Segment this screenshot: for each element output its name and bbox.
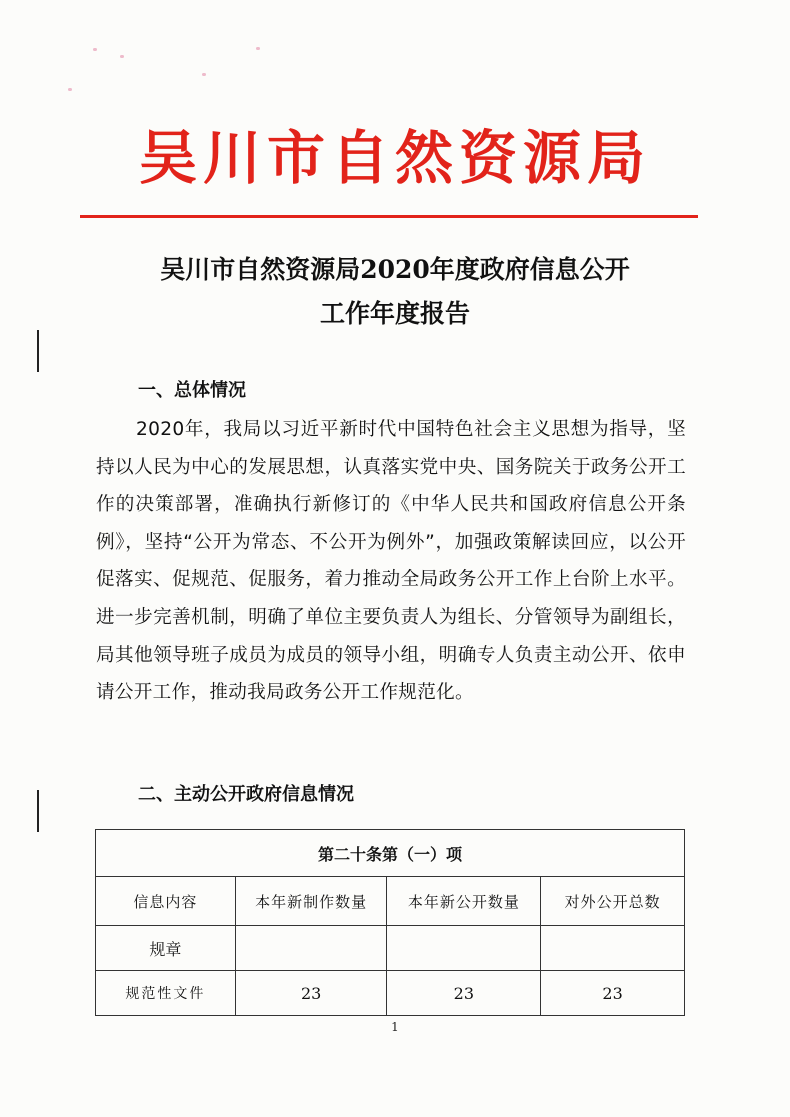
table-cell: 23 <box>541 971 685 1016</box>
letterhead-divider <box>80 215 698 218</box>
section-heading-proactive-disclosure: 二、主动公开政府信息情况 <box>138 784 354 805</box>
table-cell: 23 <box>387 971 541 1016</box>
table-header-cell: 本年新公开数量 <box>387 877 541 926</box>
table-row <box>96 971 685 1016</box>
page-number: 1 <box>391 1020 399 1034</box>
document-title <box>0 248 790 336</box>
document-title-line-1: 吴川市自然资源局2020年度政府信息公开 <box>160 255 630 284</box>
ink-speck <box>68 88 72 91</box>
table-cell <box>541 926 685 971</box>
table-row <box>96 926 685 971</box>
table-header-cell: 本年新制作数量 <box>235 877 387 926</box>
disclosure-table <box>95 829 685 1016</box>
ink-speck <box>256 47 260 50</box>
table-header-row <box>96 877 685 926</box>
table-cell: 23 <box>235 971 387 1016</box>
table-cell: 规章 <box>96 926 236 971</box>
table-header-cell: 对外公开总数 <box>541 877 685 926</box>
agency-letterhead: 吴川市自然资源局 <box>138 124 651 192</box>
table-caption-row <box>96 830 685 877</box>
ink-speck <box>120 55 124 58</box>
binder-hole-mark <box>37 790 39 832</box>
table-caption: 第二十条第（一）项 <box>96 830 685 877</box>
table-cell <box>235 926 387 971</box>
document-title-line-2: 工作年度报告 <box>319 299 470 328</box>
ink-speck <box>93 48 97 51</box>
table-cell <box>387 926 541 971</box>
overview-paragraph: 2020年，我局以习近平新时代中国特色社会主义思想为指导，坚持以人民为中心的发展思想，认真落实党中央、国务院关于政务公开工作的决策部署，准确执行新修订的《中华人民共和国政府信息公开条例》，坚持“公开为常态、不公开为例外”，加强政策解读回应，以公开促落实、促规范、促服务，着力推动全局政务公开工作上台阶上水平。进一步完善机制，明确了单位主要负责人为组长、分管领导为副组长，局其他领导班子成员为成员的领导小组，明确专人负责主动公开、依申请公开工作，推动我局政务公开工作规范化。 <box>96 419 686 704</box>
table-header-cell: 信息内容 <box>96 877 236 926</box>
ink-speck <box>202 73 206 76</box>
table-cell: 规范性文件 <box>96 971 236 1016</box>
section-heading-overview: 一、总体情况 <box>138 380 246 401</box>
binder-hole-mark <box>37 330 39 372</box>
